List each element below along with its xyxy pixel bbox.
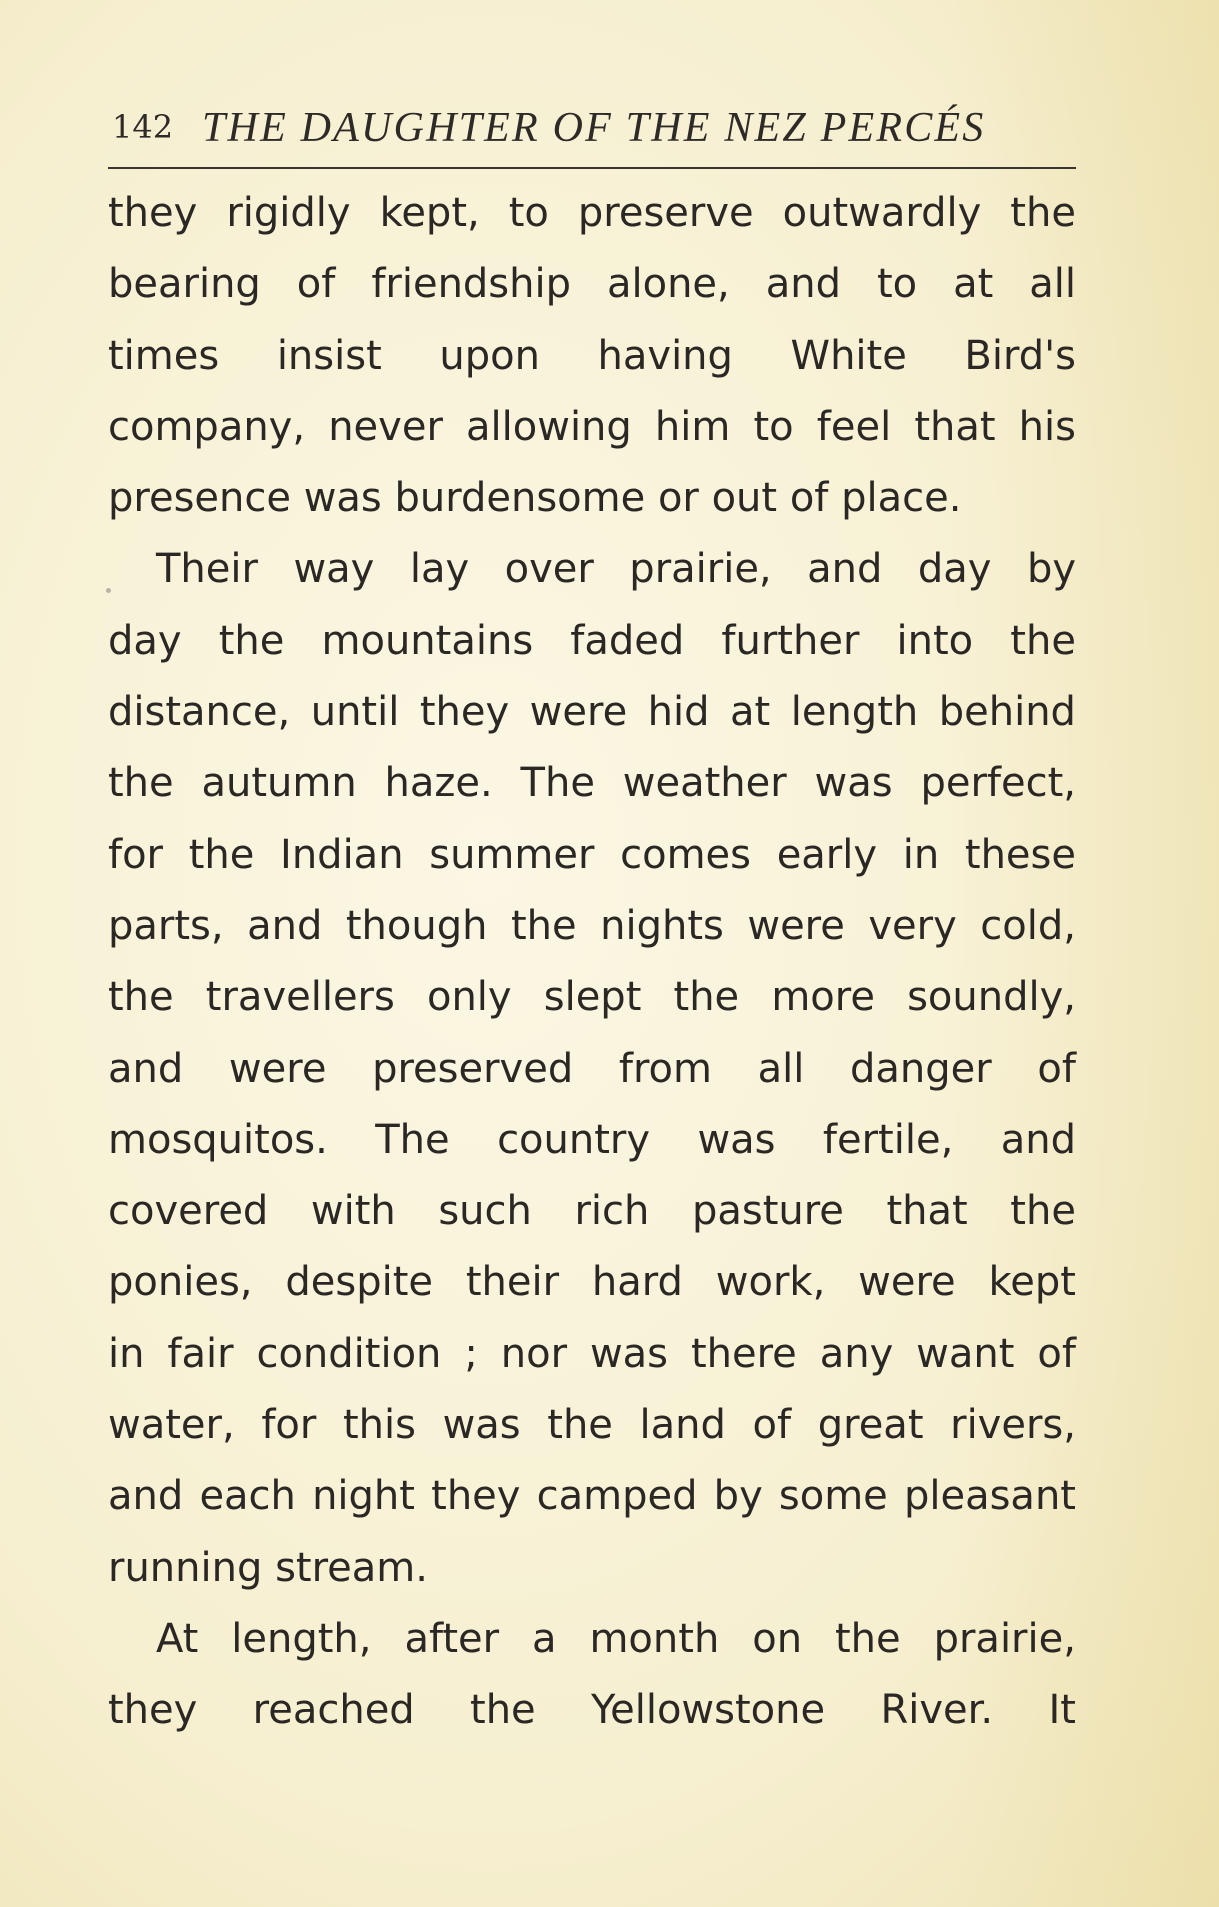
word: travellers: [205, 974, 395, 1021]
word: in: [108, 1330, 145, 1377]
word: of: [789, 475, 829, 522]
word: was: [303, 475, 382, 522]
word: and: [807, 546, 883, 593]
word: Yellowstone: [591, 1687, 826, 1734]
word: to: [876, 261, 918, 308]
word: until: [310, 689, 400, 736]
word: never: [328, 403, 443, 450]
word: behind: [938, 689, 1076, 736]
word: into: [896, 617, 974, 664]
word: such: [438, 1188, 532, 1235]
word: friendship: [371, 261, 571, 308]
word: running: [108, 1544, 263, 1591]
word: were: [529, 689, 628, 736]
word: the: [673, 974, 740, 1021]
text-line: [108, 832, 1076, 903]
word: that: [886, 1188, 968, 1235]
word: more: [771, 974, 875, 1021]
word: was: [442, 1402, 521, 1449]
word: were: [858, 1259, 956, 1306]
word: over: [504, 546, 594, 593]
word: day: [108, 617, 182, 664]
word: to: [508, 190, 549, 236]
word: only: [426, 974, 512, 1021]
word: by: [1026, 546, 1076, 593]
text-line: [108, 475, 1076, 546]
word: rivers,: [950, 1402, 1076, 1449]
word: after: [404, 1615, 500, 1662]
word: It: [1048, 1687, 1076, 1734]
word: the: [835, 1615, 901, 1662]
word: further: [721, 617, 860, 664]
text-line: [108, 1402, 1076, 1473]
word: parts,: [108, 902, 224, 949]
word: early: [776, 831, 878, 878]
text-line: [108, 261, 1076, 332]
word: in: [902, 831, 940, 878]
word: distance,: [108, 689, 291, 736]
word: and: [108, 1473, 184, 1520]
word: the: [1010, 1188, 1076, 1235]
word: allowing: [466, 403, 632, 450]
text-line: [108, 546, 1076, 617]
text-line: [108, 760, 1076, 831]
word: all: [757, 1045, 805, 1092]
word: the: [1010, 190, 1076, 236]
word: preserved: [372, 1045, 574, 1092]
text-line: [108, 1117, 1076, 1188]
word: Their: [156, 546, 258, 593]
word: haze.: [384, 760, 493, 807]
word: on: [752, 1615, 803, 1662]
word: was: [589, 1330, 669, 1377]
word: they: [419, 689, 510, 736]
word: and: [1000, 1116, 1076, 1163]
word: very: [868, 902, 957, 949]
word: The: [375, 1116, 450, 1163]
word: The: [520, 760, 595, 807]
word: summer: [429, 831, 595, 878]
text-line: [108, 1331, 1076, 1402]
word: all: [1029, 261, 1076, 308]
word: great: [817, 1402, 924, 1449]
word: the: [218, 617, 285, 664]
word: stream.: [275, 1544, 428, 1591]
word: comes: [620, 831, 751, 878]
word: way: [293, 546, 375, 593]
word: company,: [108, 403, 306, 450]
word: and: [108, 1045, 184, 1092]
word: were: [747, 902, 845, 949]
word: cold,: [980, 902, 1076, 949]
word: slept: [543, 974, 642, 1021]
word: him: [654, 403, 731, 450]
text-line: [108, 689, 1076, 760]
word: insist: [276, 332, 382, 379]
running-title: THE DAUGHTER OF THE NEZ PERCÉS: [202, 105, 986, 151]
word: reached: [252, 1687, 415, 1734]
word: prairie,: [933, 1615, 1076, 1662]
word: kept: [988, 1259, 1076, 1306]
word: from: [618, 1045, 712, 1092]
word: country: [497, 1116, 651, 1163]
word: rich: [574, 1188, 650, 1235]
word: pleasant: [903, 1473, 1076, 1520]
word: water,: [108, 1402, 235, 1449]
word: of: [1037, 1330, 1076, 1377]
word: that: [914, 403, 996, 450]
word: Indian: [280, 831, 404, 878]
word: White: [790, 332, 907, 379]
word: the: [188, 831, 255, 878]
word: faded: [570, 617, 685, 664]
word: month: [589, 1615, 720, 1662]
word: length,: [231, 1615, 372, 1662]
word: the: [470, 1687, 536, 1734]
word: with: [310, 1188, 396, 1235]
word: by: [713, 1473, 763, 1520]
header-rule: [108, 167, 1076, 169]
word: night: [312, 1473, 415, 1520]
word: covered: [108, 1188, 269, 1235]
word: some: [778, 1473, 888, 1520]
word: each: [199, 1473, 296, 1520]
word: at: [730, 689, 771, 736]
word: nights: [600, 902, 724, 949]
word: camped: [536, 1473, 698, 1520]
word: the: [108, 760, 174, 807]
word: outwardly: [782, 190, 982, 236]
word: having: [597, 332, 733, 379]
word: fair: [167, 1330, 234, 1377]
word: they: [431, 1473, 521, 1520]
word: this: [342, 1402, 416, 1449]
word: times: [108, 332, 220, 379]
word: land: [639, 1402, 726, 1449]
word: their: [465, 1259, 560, 1306]
word: soundly,: [907, 974, 1076, 1021]
word: alone,: [606, 261, 730, 308]
body-text: [108, 190, 1076, 1759]
text-line: [108, 1188, 1076, 1259]
word: rigidly: [226, 190, 351, 236]
word: pasture: [691, 1188, 844, 1235]
text-line: [108, 1473, 1076, 1544]
word: upon: [439, 332, 540, 379]
page-number: 142: [112, 108, 174, 146]
word: his: [1018, 403, 1076, 450]
word: or: [657, 475, 699, 522]
word: hard: [591, 1259, 683, 1306]
running-head: [112, 100, 1070, 160]
word: to: [753, 403, 794, 450]
word: preserve: [577, 190, 754, 236]
word: At: [156, 1615, 199, 1662]
text-line: [108, 618, 1076, 689]
word: fertile,: [822, 1116, 954, 1163]
word: were: [228, 1045, 327, 1092]
word: day: [917, 546, 992, 593]
word: condition: [256, 1330, 442, 1377]
word: they: [108, 1687, 198, 1734]
word: Bird's: [964, 332, 1076, 379]
word: nor: [500, 1330, 568, 1377]
word: presence: [108, 475, 291, 522]
word: out: [711, 475, 778, 522]
word: weather: [622, 760, 787, 807]
word: there: [690, 1330, 797, 1377]
word: and: [247, 902, 323, 949]
text-line: [108, 190, 1076, 261]
text-line: [108, 1687, 1076, 1758]
word: and: [765, 261, 841, 308]
word: feel: [816, 403, 892, 450]
word: of: [752, 1402, 792, 1449]
word: for: [261, 1402, 317, 1449]
word: prairie,: [629, 546, 772, 593]
word: autumn: [201, 760, 357, 807]
word: burdensome: [394, 475, 646, 522]
word: hid: [647, 689, 710, 736]
text-line: [108, 1616, 1076, 1687]
word: though: [345, 902, 488, 949]
word: the: [547, 1402, 613, 1449]
word: length: [790, 689, 919, 736]
word: work,: [715, 1259, 826, 1306]
text-line: [108, 1259, 1076, 1330]
word: the: [1010, 617, 1076, 664]
text-line: [108, 974, 1076, 1045]
word: a: [532, 1615, 557, 1662]
word: the: [510, 902, 577, 949]
word: place.: [841, 475, 962, 522]
word: was: [814, 760, 893, 807]
word: they: [108, 190, 198, 236]
word: bearing: [108, 261, 261, 308]
text-line: [108, 1046, 1076, 1117]
word: of: [1037, 1045, 1076, 1092]
text-line: [108, 333, 1076, 404]
word: the: [108, 974, 174, 1021]
word: of: [296, 261, 336, 308]
text-line: [108, 404, 1076, 475]
text-line: [108, 1545, 1076, 1616]
word: River.: [880, 1687, 994, 1734]
word: despite: [285, 1259, 433, 1306]
word: danger: [850, 1045, 992, 1092]
word: perfect,: [920, 760, 1076, 807]
word: mountains: [321, 617, 534, 664]
word: any: [819, 1330, 894, 1377]
word: ponies,: [108, 1259, 253, 1306]
word: at: [953, 261, 994, 308]
word: ;: [464, 1330, 478, 1377]
word: for: [108, 831, 163, 878]
text-line: [108, 903, 1076, 974]
word: kept,: [379, 190, 480, 236]
word: want: [916, 1330, 1015, 1377]
word: mosquitos.: [108, 1116, 328, 1163]
word: was: [697, 1116, 776, 1163]
word: these: [964, 831, 1076, 878]
word: lay: [409, 546, 470, 593]
